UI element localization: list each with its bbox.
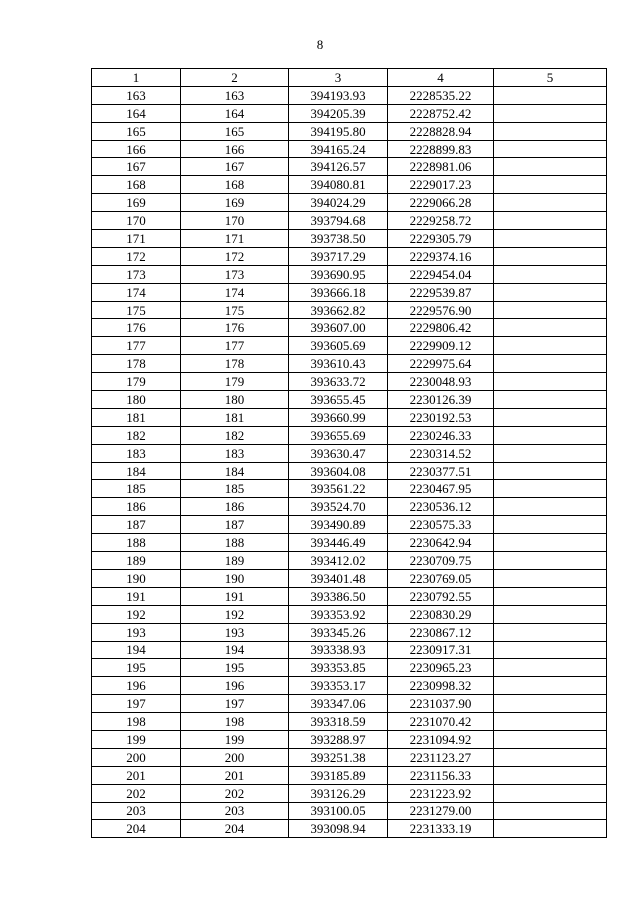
column-header: 1: [92, 69, 181, 87]
table-cell: [494, 301, 607, 319]
table-cell: [494, 337, 607, 355]
table-cell: 393666.18: [289, 283, 388, 301]
table-row: [92, 212, 607, 230]
table-row: [92, 748, 607, 766]
table-cell: 2229806.42: [388, 319, 494, 337]
table-cell: 2230917.31: [388, 641, 494, 659]
table-cell: 393345.26: [289, 623, 388, 641]
table-cell: 393353.17: [289, 677, 388, 695]
table-row: [92, 820, 607, 838]
table-cell: [494, 373, 607, 391]
table-cell: 169: [181, 194, 289, 212]
table-cell: 192: [181, 605, 289, 623]
table-cell: 393605.69: [289, 337, 388, 355]
table-cell: 183: [181, 444, 289, 462]
table-header-row: [92, 69, 607, 87]
table-cell: 393794.68: [289, 212, 388, 230]
table-cell: 203: [92, 802, 181, 820]
table-cell: 393126.29: [289, 784, 388, 802]
table-cell: 163: [181, 86, 289, 104]
table-cell: [494, 194, 607, 212]
table-cell: 177: [92, 337, 181, 355]
table-cell: 2231333.19: [388, 820, 494, 838]
table-cell: [494, 623, 607, 641]
table-cell: 196: [92, 677, 181, 695]
table-cell: 393412.02: [289, 552, 388, 570]
table-cell: 165: [92, 122, 181, 140]
table-row: [92, 319, 607, 337]
table-cell: 393446.49: [289, 534, 388, 552]
table-cell: 199: [92, 730, 181, 748]
table-cell: 2230965.23: [388, 659, 494, 677]
table-cell: 179: [92, 373, 181, 391]
table-cell: 394193.93: [289, 86, 388, 104]
table-cell: 2231070.42: [388, 713, 494, 731]
table-cell: 194: [92, 641, 181, 659]
table-cell: 193: [92, 623, 181, 641]
table-cell: [494, 552, 607, 570]
table-cell: 166: [92, 140, 181, 158]
table-cell: 393251.38: [289, 748, 388, 766]
table-cell: 393607.00: [289, 319, 388, 337]
table-cell: 2230314.52: [388, 444, 494, 462]
table-cell: 2230536.12: [388, 498, 494, 516]
table-row: [92, 408, 607, 426]
table-cell: 181: [92, 408, 181, 426]
table-cell: [494, 677, 607, 695]
table-row: [92, 552, 607, 570]
table-cell: 204: [92, 820, 181, 838]
table-cell: 394126.57: [289, 158, 388, 176]
table-cell: 180: [92, 391, 181, 409]
table-row: [92, 122, 607, 140]
table-cell: [494, 605, 607, 623]
table-cell: [494, 408, 607, 426]
table-cell: 181: [181, 408, 289, 426]
table-row: [92, 534, 607, 552]
table-cell: [494, 748, 607, 766]
table-row: [92, 283, 607, 301]
table-row: [92, 623, 607, 641]
table-cell: 164: [181, 104, 289, 122]
table-cell: 184: [181, 462, 289, 480]
table-row: [92, 86, 607, 104]
table-cell: [494, 176, 607, 194]
column-header: 2: [181, 69, 289, 87]
table-cell: [494, 283, 607, 301]
table-cell: 168: [92, 176, 181, 194]
table-cell: [494, 534, 607, 552]
table-cell: 166: [181, 140, 289, 158]
table-cell: [494, 480, 607, 498]
table-cell: [494, 802, 607, 820]
table-cell: [494, 569, 607, 587]
table-cell: 2229909.12: [388, 337, 494, 355]
table-row: [92, 391, 607, 409]
table-cell: 394024.29: [289, 194, 388, 212]
table-cell: 187: [181, 516, 289, 534]
table-cell: 168: [181, 176, 289, 194]
table-cell: 393353.92: [289, 605, 388, 623]
table-cell: [494, 212, 607, 230]
table-cell: 191: [92, 587, 181, 605]
table-cell: 194: [181, 641, 289, 659]
table-cell: 182: [92, 426, 181, 444]
table-cell: 2230192.53: [388, 408, 494, 426]
table-cell: 393655.45: [289, 391, 388, 409]
table-cell: [494, 784, 607, 802]
table-cell: 172: [92, 247, 181, 265]
table-cell: 185: [181, 480, 289, 498]
table-cell: 2231094.92: [388, 730, 494, 748]
table-cell: 393490.89: [289, 516, 388, 534]
table-cell: 2230467.95: [388, 480, 494, 498]
table-row: [92, 444, 607, 462]
table-cell: 393655.69: [289, 426, 388, 444]
table-cell: 393690.95: [289, 265, 388, 283]
table-cell: 2230642.94: [388, 534, 494, 552]
table-row: [92, 498, 607, 516]
table-cell: 2229975.64: [388, 355, 494, 373]
table-cell: 2229258.72: [388, 212, 494, 230]
table-cell: 176: [92, 319, 181, 337]
table-cell: 198: [181, 713, 289, 731]
table-cell: 182: [181, 426, 289, 444]
table-cell: 393717.29: [289, 247, 388, 265]
table-body: [92, 86, 607, 837]
table-cell: 394205.39: [289, 104, 388, 122]
table-cell: 2231037.90: [388, 695, 494, 713]
table-cell: [494, 247, 607, 265]
table-cell: 186: [181, 498, 289, 516]
table-cell: 171: [181, 230, 289, 248]
table-cell: 169: [92, 194, 181, 212]
table-row: [92, 158, 607, 176]
table-cell: [494, 426, 607, 444]
table-cell: 193: [181, 623, 289, 641]
table-cell: 2230048.93: [388, 373, 494, 391]
table-cell: [494, 265, 607, 283]
table-cell: 2230792.55: [388, 587, 494, 605]
table-cell: 173: [92, 265, 181, 283]
table-cell: 393353.85: [289, 659, 388, 677]
table-cell: [494, 355, 607, 373]
table-cell: 2230709.75: [388, 552, 494, 570]
table-cell: 190: [181, 569, 289, 587]
column-header: 5: [494, 69, 607, 87]
table-row: [92, 659, 607, 677]
table-row: [92, 194, 607, 212]
table-cell: 393185.89: [289, 766, 388, 784]
table-cell: 197: [92, 695, 181, 713]
table-cell: 2229539.87: [388, 283, 494, 301]
table-cell: 170: [92, 212, 181, 230]
table-cell: 183: [92, 444, 181, 462]
table-cell: 393098.94: [289, 820, 388, 838]
table-cell: 200: [92, 748, 181, 766]
table-cell: 174: [181, 283, 289, 301]
table-cell: 2230126.39: [388, 391, 494, 409]
table-row: [92, 677, 607, 695]
table-row: [92, 462, 607, 480]
table-cell: [494, 444, 607, 462]
table-cell: 203: [181, 802, 289, 820]
table-cell: 393630.47: [289, 444, 388, 462]
table-row: [92, 176, 607, 194]
table-row: [92, 104, 607, 122]
table-cell: 186: [92, 498, 181, 516]
table-cell: 394195.80: [289, 122, 388, 140]
table-row: [92, 337, 607, 355]
table-cell: 200: [181, 748, 289, 766]
table-cell: 2229454.04: [388, 265, 494, 283]
table-row: [92, 426, 607, 444]
table-cell: 173: [181, 265, 289, 283]
table-cell: [494, 820, 607, 838]
table-cell: 172: [181, 247, 289, 265]
table-cell: 201: [181, 766, 289, 784]
table-cell: [494, 713, 607, 731]
table-row: [92, 695, 607, 713]
coordinates-table: [91, 68, 607, 838]
table-cell: [494, 122, 607, 140]
table-cell: [494, 695, 607, 713]
table-cell: [494, 730, 607, 748]
table-cell: 177: [181, 337, 289, 355]
table-cell: 184: [92, 462, 181, 480]
table-cell: 174: [92, 283, 181, 301]
table-cell: 393604.08: [289, 462, 388, 480]
table-cell: 178: [181, 355, 289, 373]
table-cell: 393318.59: [289, 713, 388, 731]
table-row: [92, 766, 607, 784]
table-row: [92, 587, 607, 605]
table-cell: 393100.05: [289, 802, 388, 820]
table-cell: [494, 766, 607, 784]
table-cell: [494, 104, 607, 122]
table-cell: 2230769.05: [388, 569, 494, 587]
column-header: 4: [388, 69, 494, 87]
table-cell: 393386.50: [289, 587, 388, 605]
table-cell: 2231156.33: [388, 766, 494, 784]
table-cell: 2230867.12: [388, 623, 494, 641]
table-cell: 2231123.27: [388, 748, 494, 766]
table-cell: 189: [92, 552, 181, 570]
table-cell: [494, 158, 607, 176]
table-cell: 196: [181, 677, 289, 695]
table-cell: 202: [92, 784, 181, 802]
column-header: 3: [289, 69, 388, 87]
table-cell: 2230998.32: [388, 677, 494, 695]
table-cell: 393662.82: [289, 301, 388, 319]
table-cell: 190: [92, 569, 181, 587]
table-cell: [494, 391, 607, 409]
table-cell: [494, 230, 607, 248]
table-cell: 2230575.33: [388, 516, 494, 534]
table-cell: 393660.99: [289, 408, 388, 426]
table-cell: 2228899.83: [388, 140, 494, 158]
table-cell: 197: [181, 695, 289, 713]
table-row: [92, 569, 607, 587]
table-row: [92, 301, 607, 319]
table-cell: [494, 140, 607, 158]
table-cell: 201: [92, 766, 181, 784]
table-row: [92, 641, 607, 659]
table-row: [92, 713, 607, 731]
table-cell: 2229305.79: [388, 230, 494, 248]
table-cell: 393347.06: [289, 695, 388, 713]
table-row: [92, 802, 607, 820]
table-cell: 189: [181, 552, 289, 570]
table-cell: 2230830.29: [388, 605, 494, 623]
table-cell: 185: [92, 480, 181, 498]
table-cell: 393401.48: [289, 569, 388, 587]
table-cell: 2229066.28: [388, 194, 494, 212]
table-cell: 393338.93: [289, 641, 388, 659]
table-row: [92, 265, 607, 283]
table-cell: 2228535.22: [388, 86, 494, 104]
table-row: [92, 355, 607, 373]
table-cell: 180: [181, 391, 289, 409]
table-cell: 165: [181, 122, 289, 140]
table-cell: 393738.50: [289, 230, 388, 248]
table-cell: 2228981.06: [388, 158, 494, 176]
table-cell: [494, 659, 607, 677]
table-cell: 393524.70: [289, 498, 388, 516]
table-cell: 187: [92, 516, 181, 534]
table-row: [92, 373, 607, 391]
table-cell: [494, 587, 607, 605]
table-cell: 178: [92, 355, 181, 373]
table-cell: 2231279.00: [388, 802, 494, 820]
table-cell: 191: [181, 587, 289, 605]
table-cell: 171: [92, 230, 181, 248]
table-cell: 175: [181, 301, 289, 319]
table-cell: 2229017.23: [388, 176, 494, 194]
table-cell: 2228828.94: [388, 122, 494, 140]
table-row: [92, 605, 607, 623]
table-row: [92, 480, 607, 498]
table-cell: 2229374.16: [388, 247, 494, 265]
table-cell: [494, 319, 607, 337]
table-cell: 195: [92, 659, 181, 677]
table-cell: 199: [181, 730, 289, 748]
table-cell: 188: [181, 534, 289, 552]
table-cell: 394080.81: [289, 176, 388, 194]
table-cell: 2230377.51: [388, 462, 494, 480]
table-cell: 394165.24: [289, 140, 388, 158]
table-cell: 198: [92, 713, 181, 731]
table-cell: 393561.22: [289, 480, 388, 498]
table-cell: 192: [92, 605, 181, 623]
table-cell: 2230246.33: [388, 426, 494, 444]
table-cell: [494, 86, 607, 104]
table-cell: 393610.43: [289, 355, 388, 373]
table-cell: 202: [181, 784, 289, 802]
table-row: [92, 730, 607, 748]
table-cell: 393288.97: [289, 730, 388, 748]
table-row: [92, 230, 607, 248]
table-cell: [494, 641, 607, 659]
table-row: [92, 247, 607, 265]
page-number: 8: [316, 37, 324, 52]
table-cell: 167: [181, 158, 289, 176]
table-cell: 195: [181, 659, 289, 677]
table-cell: [494, 462, 607, 480]
table-cell: 179: [181, 373, 289, 391]
table-cell: 163: [92, 86, 181, 104]
table-cell: 176: [181, 319, 289, 337]
table-row: [92, 784, 607, 802]
table-cell: 2229576.90: [388, 301, 494, 319]
table-row: [92, 516, 607, 534]
table-cell: 170: [181, 212, 289, 230]
table-cell: 167: [92, 158, 181, 176]
table-cell: [494, 516, 607, 534]
table-cell: 204: [181, 820, 289, 838]
table-cell: 393633.72: [289, 373, 388, 391]
table-cell: [494, 498, 607, 516]
table-cell: 164: [92, 104, 181, 122]
table-cell: 2231223.92: [388, 784, 494, 802]
table-row: [92, 140, 607, 158]
table-cell: 175: [92, 301, 181, 319]
table-cell: 2228752.42: [388, 104, 494, 122]
table-cell: 188: [92, 534, 181, 552]
